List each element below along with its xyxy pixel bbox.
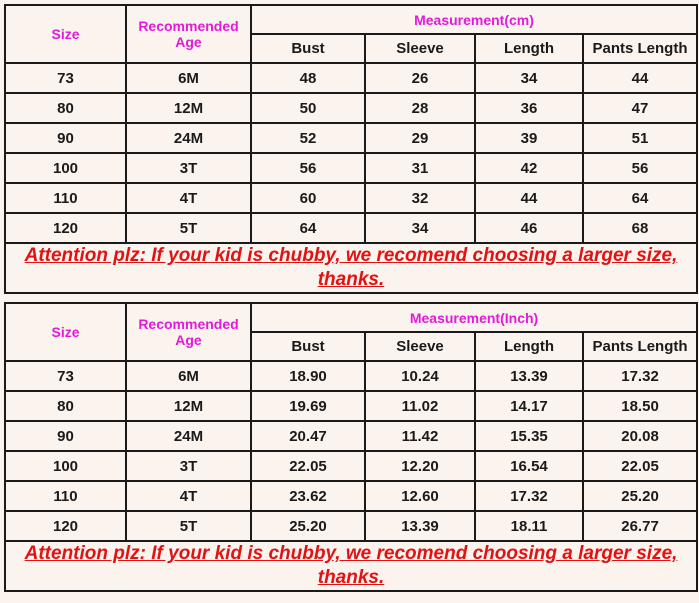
size-header: Size (5, 303, 126, 361)
table-row (5, 481, 697, 511)
length-cell: 17.32 (475, 481, 583, 511)
sleeve-cell: 12.60 (365, 481, 475, 511)
pants-length-cell: 64 (583, 183, 697, 213)
length-cell: 16.54 (475, 451, 583, 481)
sleeve-cell: 28 (365, 93, 475, 123)
sleeve-cell: 12.20 (365, 451, 475, 481)
length-cell: 46 (475, 213, 583, 243)
age-cell: 5T (126, 213, 251, 243)
pants-length-cell: 22.05 (583, 451, 697, 481)
size-cell: 100 (5, 153, 126, 183)
size-cell: 90 (5, 123, 126, 153)
sleeve-cell: 31 (365, 153, 475, 183)
length-cell: 42 (475, 153, 583, 183)
age-header: Recommended Age (126, 5, 251, 63)
size-cell: 120 (5, 511, 126, 541)
size-header: Size (5, 5, 126, 63)
size-cell: 110 (5, 481, 126, 511)
sleeve-cell: 13.39 (365, 511, 475, 541)
pants-length-header: Pants Length (583, 332, 697, 361)
age-cell: 3T (126, 153, 251, 183)
age-cell: 24M (126, 123, 251, 153)
pants-length-cell: 56 (583, 153, 697, 183)
sleeve-header: Sleeve (365, 332, 475, 361)
size-cell: 90 (5, 421, 126, 451)
sleeve-cell: 29 (365, 123, 475, 153)
table-row (5, 213, 697, 243)
age-cell: 24M (126, 421, 251, 451)
length-cell: 15.35 (475, 421, 583, 451)
bust-cell: 50 (251, 93, 365, 123)
bust-cell: 56 (251, 153, 365, 183)
attention-note: Attention plz: If your kid is chubby, we recomend choosing a larger size, thanks. (5, 541, 697, 591)
age-cell: 5T (126, 511, 251, 541)
pants-length-cell: 51 (583, 123, 697, 153)
length-cell: 18.11 (475, 511, 583, 541)
bust-cell: 18.90 (251, 361, 365, 391)
length-cell: 39 (475, 123, 583, 153)
table-row (5, 63, 697, 93)
size-table-inch (4, 302, 698, 592)
table-row (5, 451, 697, 481)
bust-cell: 60 (251, 183, 365, 213)
bust-cell: 25.20 (251, 511, 365, 541)
length-cell: 13.39 (475, 361, 583, 391)
table-row (5, 153, 697, 183)
pants-length-cell: 44 (583, 63, 697, 93)
length-cell: 34 (475, 63, 583, 93)
pants-length-cell: 18.50 (583, 391, 697, 421)
size-cell: 110 (5, 183, 126, 213)
size-cell: 80 (5, 391, 126, 421)
age-cell: 12M (126, 391, 251, 421)
size-cell: 73 (5, 361, 126, 391)
measurement-group-header: Measurement(Inch) (251, 303, 697, 332)
pants-length-cell: 47 (583, 93, 697, 123)
size-cell: 120 (5, 213, 126, 243)
length-header: Length (475, 34, 583, 63)
bust-cell: 19.69 (251, 391, 365, 421)
table-row (5, 391, 697, 421)
attention-note: Attention plz: If your kid is chubby, we recomend choosing a larger size, thanks. (5, 243, 697, 293)
size-table-cm (4, 4, 698, 294)
sleeve-header: Sleeve (365, 34, 475, 63)
age-cell: 6M (126, 63, 251, 93)
pants-length-cell: 26.77 (583, 511, 697, 541)
bust-cell: 64 (251, 213, 365, 243)
table-row (5, 93, 697, 123)
measurement-group-header: Measurement(cm) (251, 5, 697, 34)
sleeve-cell: 10.24 (365, 361, 475, 391)
sleeve-cell: 32 (365, 183, 475, 213)
age-cell: 12M (126, 93, 251, 123)
size-cell: 80 (5, 93, 126, 123)
size-cell: 100 (5, 451, 126, 481)
bust-header: Bust (251, 34, 365, 63)
bust-cell: 23.62 (251, 481, 365, 511)
pants-length-header: Pants Length (583, 34, 697, 63)
size-cell: 73 (5, 63, 126, 93)
pants-length-cell: 17.32 (583, 361, 697, 391)
age-cell: 3T (126, 451, 251, 481)
bust-cell: 20.47 (251, 421, 365, 451)
pants-length-cell: 20.08 (583, 421, 697, 451)
length-cell: 14.17 (475, 391, 583, 421)
table-row (5, 511, 697, 541)
length-cell: 36 (475, 93, 583, 123)
length-cell: 44 (475, 183, 583, 213)
table-row (5, 421, 697, 451)
bust-cell: 22.05 (251, 451, 365, 481)
table-row (5, 123, 697, 153)
sleeve-cell: 11.42 (365, 421, 475, 451)
pants-length-cell: 25.20 (583, 481, 697, 511)
sleeve-cell: 11.02 (365, 391, 475, 421)
length-header: Length (475, 332, 583, 361)
bust-cell: 48 (251, 63, 365, 93)
age-cell: 6M (126, 361, 251, 391)
age-header: Recommended Age (126, 303, 251, 361)
table-row (5, 183, 697, 213)
bust-cell: 52 (251, 123, 365, 153)
pants-length-cell: 68 (583, 213, 697, 243)
sleeve-cell: 26 (365, 63, 475, 93)
table-row (5, 361, 697, 391)
sleeve-cell: 34 (365, 213, 475, 243)
age-cell: 4T (126, 481, 251, 511)
bust-header: Bust (251, 332, 365, 361)
age-cell: 4T (126, 183, 251, 213)
